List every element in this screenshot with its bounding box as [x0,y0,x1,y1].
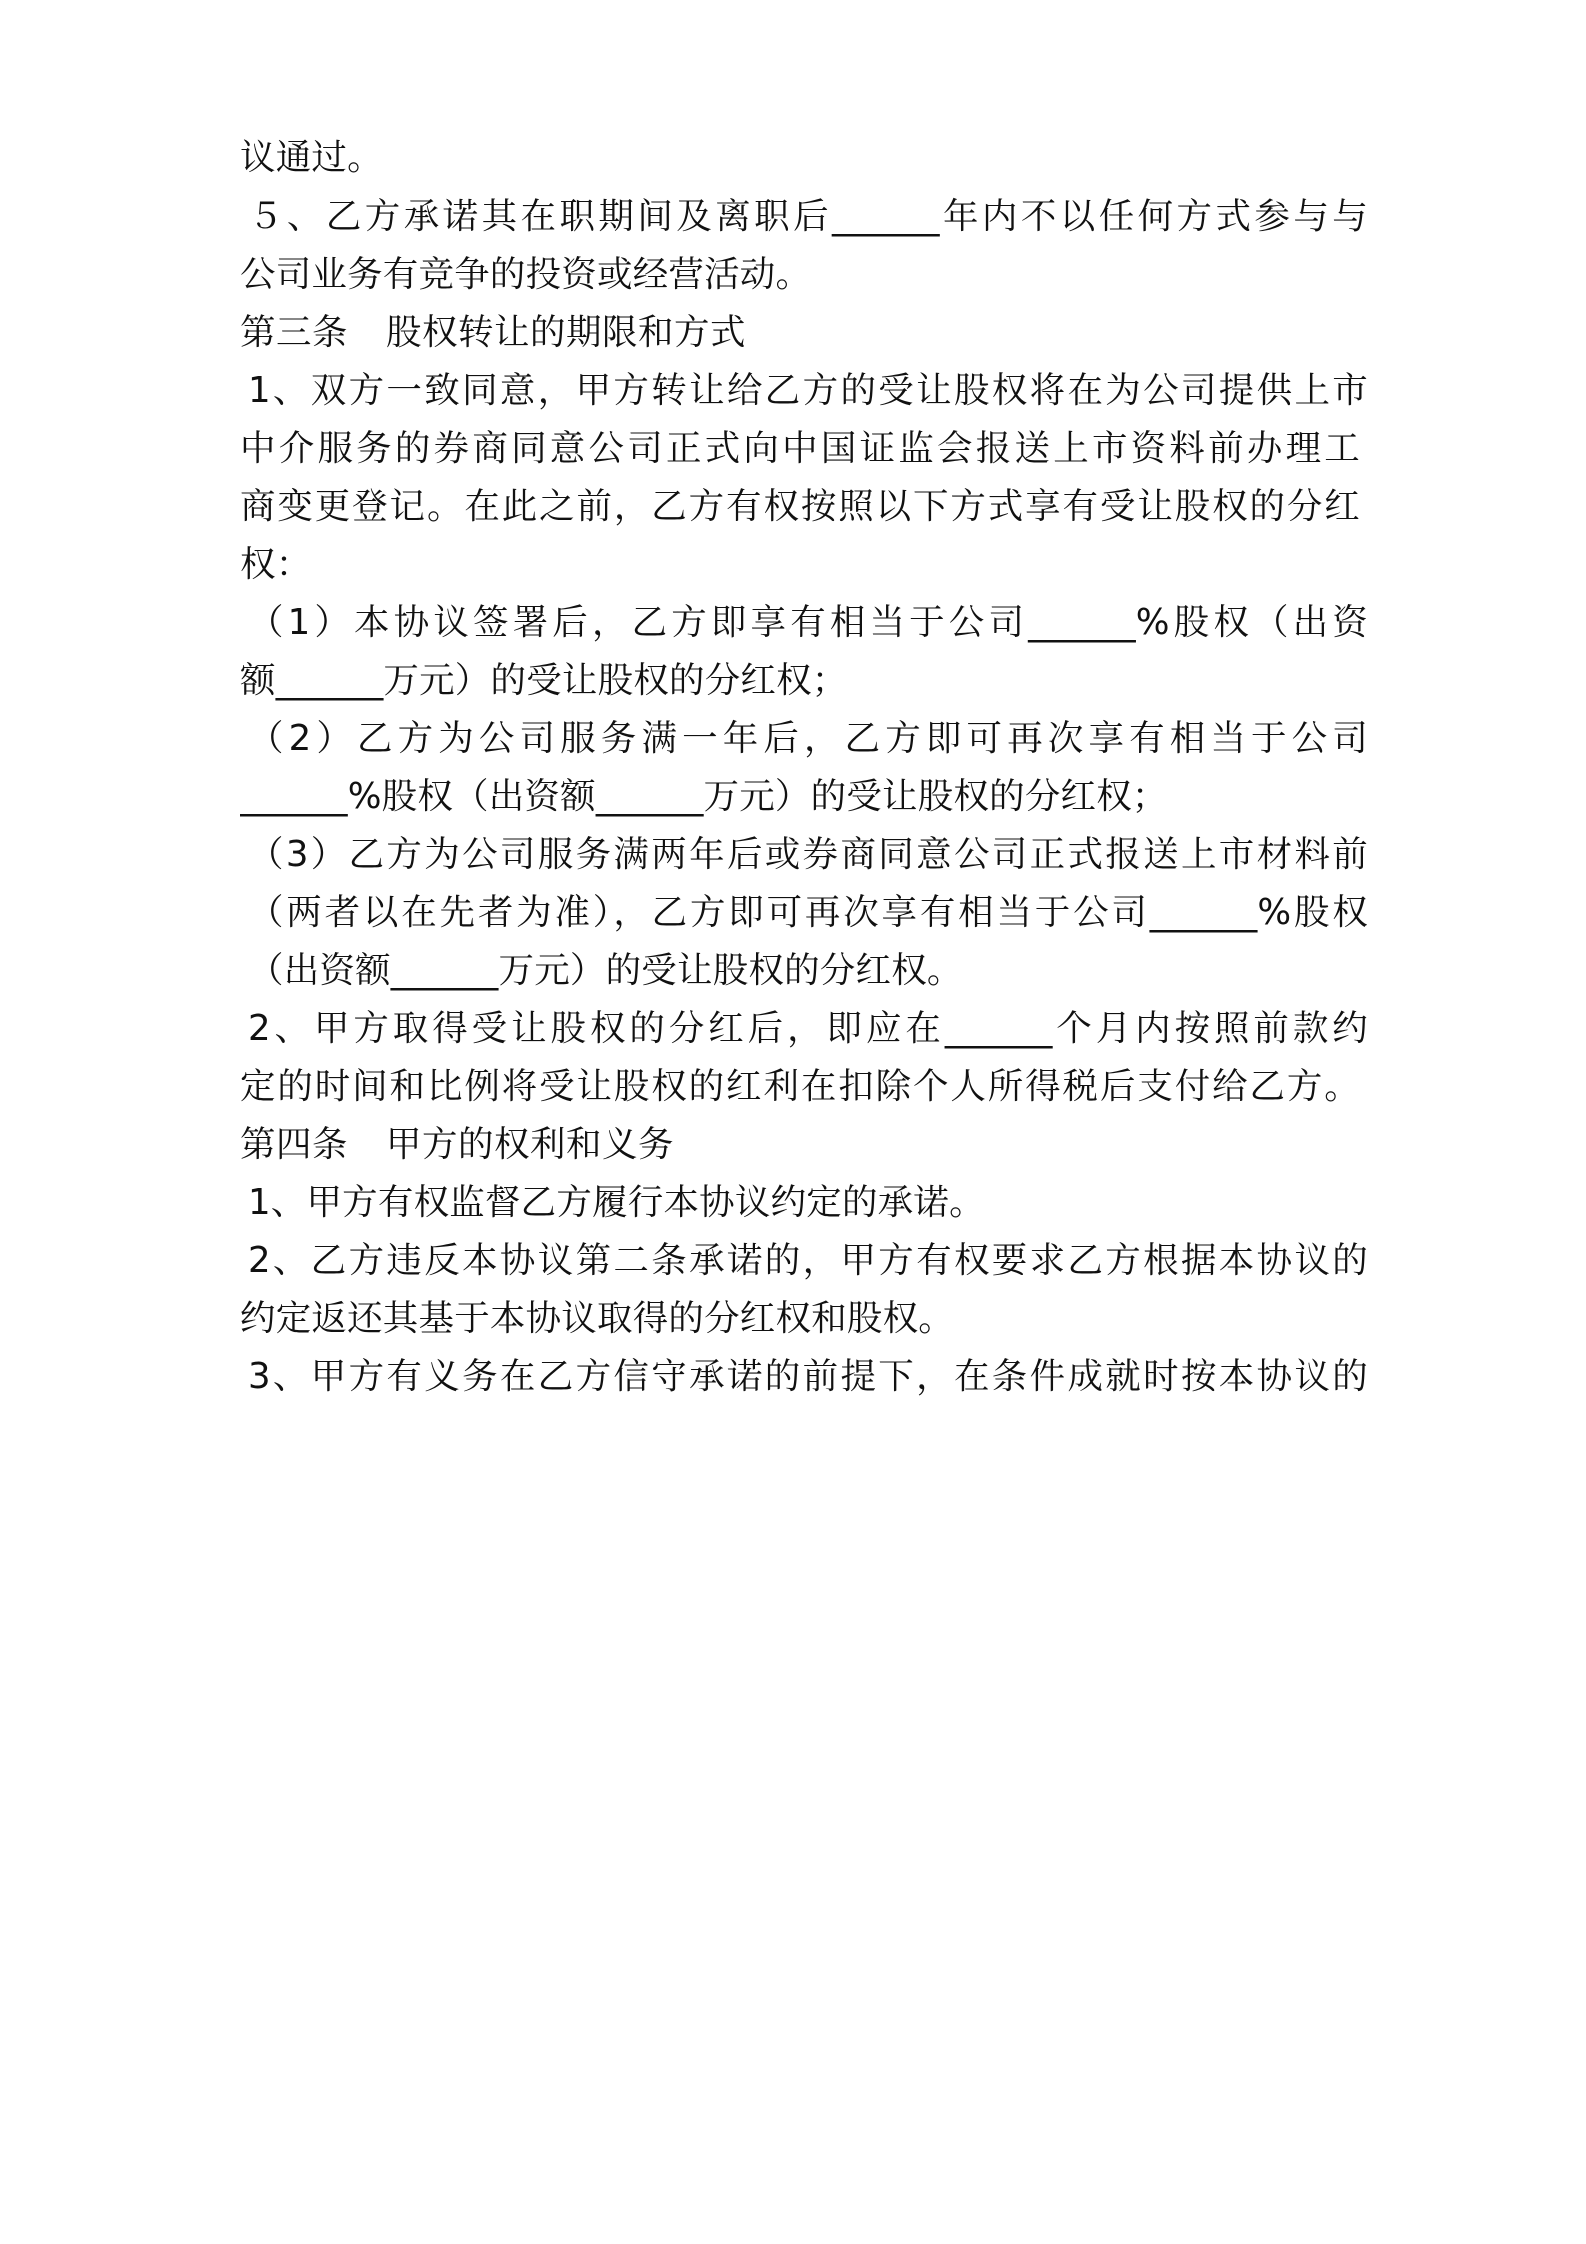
sub-item-2-line: （2）乙方为公司服务满一年后，乙方即可再次享有相当于公司 [248,718,1368,759]
article-number: 第三条 [240,312,349,353]
article-3-clause-1-line: 权： [240,544,312,585]
article-title: 甲方的权利和义务 [386,1124,675,1165]
article-4-heading [240,1121,1360,1169]
sub-item-3-line: （两者以在先者为准），乙方即可再次享有相当于公司______%股权 [248,892,1368,933]
clause-5-line: 公司业务有竞争的投资或经营活动。 [240,254,812,295]
article-3-clause-1-line: 1、双方一致同意，甲方转让给乙方的受让股权将在为公司提供上市 [248,370,1368,411]
article-3-clause-1-line: 商变更登记。在此之前，乙方有权按照以下方式享有受让股权的分红 [240,486,1360,527]
article-number: 第四条 [240,1124,349,1165]
article-4-clause-1-line: 1、甲方有权监督乙方履行本协议约定的承诺。 [248,1182,985,1223]
article-3-clause-1-line: 中介服务的券商同意公司正式向中国证监会报送上市资料前办理工 [240,428,1360,469]
article-4-clause-3-line: 3、甲方有义务在乙方信守承诺的前提下，在条件成就时按本协议的 [248,1356,1368,1397]
sub-item-3-line: （出资额______万元）的受让股权的分红权。 [248,950,963,991]
sub-item-3-line: （3）乙方为公司服务满两年后或券商同意公司正式报送上市材料前 [248,834,1368,875]
article-4-clause-2-line: 约定返还其基于本协议取得的分红权和股权。 [240,1298,955,1339]
sub-item-1-line: 额______万元）的受让股权的分红权； [240,660,848,701]
clause-5-line: ５、乙方承诺其在职期间及离职后______年内不以任何方式参与与 [248,196,1368,237]
article-3-clause-2-line: 2、甲方取得受让股权的分红后，即应在______个月内按照前款约 [248,1008,1368,1049]
sub-item-2-line: ______%股权（出资额______万元）的受让股权的分红权； [240,776,1168,817]
article-title: 股权转让的期限和方式 [386,312,747,353]
article-3-clause-2-line: 定的时间和比例将受让股权的红利在扣除个人所得税后支付给乙方。 [240,1066,1360,1107]
article-3-heading [240,309,1360,357]
paragraph-line: 议通过。 [240,137,383,178]
sub-item-1-line: （1）本协议签署后，乙方即享有相当于公司______%股权（出资 [248,602,1368,643]
article-4-clause-2-line: 2、乙方违反本协议第二条承诺的，甲方有权要求乙方根据本协议的 [248,1240,1368,1281]
